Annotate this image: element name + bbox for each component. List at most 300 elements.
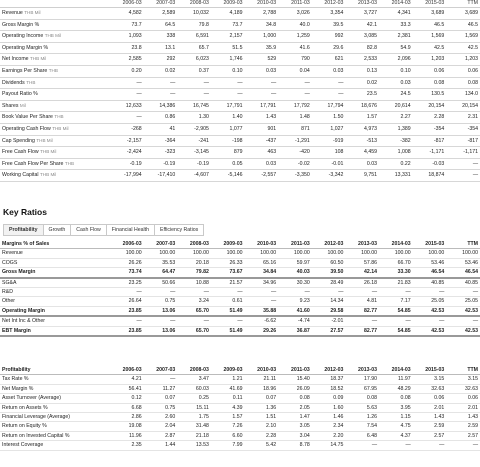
profitability-cell: 17.90 — [364, 376, 377, 383]
financials-cell: — — [338, 79, 344, 86]
row-unit: THB — [26, 79, 36, 85]
year-header: 2008-03 — [177, 366, 211, 375]
profitability-title: Profitability — [0, 366, 110, 375]
profitability-cell: 2.35 — [131, 442, 142, 449]
margins-cell: — — [472, 289, 478, 296]
profitability-row — [0, 413, 480, 422]
financials-cell: 1,746 — [229, 56, 243, 63]
row-unit: THB Mil — [52, 125, 69, 131]
financials-cell: 1,008 — [397, 149, 411, 156]
financials-cell: 65.7 — [198, 44, 209, 51]
profitability-cell: 2.01 — [467, 404, 478, 411]
year-header: 2011-03 — [278, 0, 312, 8]
financials-cell: 1,203 — [431, 56, 445, 63]
tab-cash-flow[interactable]: Cash Flow — [70, 224, 106, 236]
margins-cell: 51.49 — [229, 327, 243, 334]
profitability-cell: 1.47 — [299, 414, 310, 421]
year-header: 2014-03 — [379, 240, 413, 249]
financials-cell: -354 — [467, 125, 478, 132]
profitability-cell: 2.34 — [333, 423, 344, 430]
financials-row — [0, 77, 480, 89]
financials-cell: 108 — [334, 149, 344, 156]
year-header: 2007-03 — [144, 366, 178, 375]
profitability-row — [0, 394, 480, 403]
financials-cell: 0.03 — [333, 67, 344, 74]
year-header: 2011-03 — [278, 240, 312, 249]
margins-row-label: Revenue — [2, 250, 23, 257]
profitability-header-row — [0, 366, 480, 375]
profitability-cell: 0.07 — [165, 395, 176, 402]
margins-row — [0, 306, 480, 316]
margins-cell: 39.50 — [330, 269, 344, 276]
financials-cell: 17,791 — [260, 102, 277, 109]
row-label-text: Operating Cash Flow — [2, 125, 51, 132]
financials-cell: 1,203 — [465, 56, 478, 63]
tab-efficiency-ratios[interactable]: Efficiency Ratios — [154, 224, 204, 236]
financials-cell: -2,424 — [126, 149, 142, 156]
profitability-cell: 18.52 — [330, 385, 344, 392]
margins-cell: 3.24 — [198, 298, 209, 305]
year-header: 2013-03 — [345, 240, 379, 249]
margins-cell: — — [304, 289, 310, 296]
row-label-text: Book Value Per Share — [2, 114, 53, 121]
financials-cell: — — [170, 91, 176, 98]
profitability-cell: 0.12 — [131, 395, 142, 402]
margins-cell: — — [237, 318, 243, 325]
profitability-cell: 0.09 — [333, 395, 344, 402]
row-label-text: Payout Ratio % — [2, 91, 38, 98]
financials-cell: 1.43 — [266, 114, 277, 121]
profitability-row — [0, 375, 480, 384]
margins-cell: -4.74 — [297, 318, 310, 325]
financials-cell: 0.03 — [366, 160, 377, 167]
profitability-cell: 2.57 — [467, 432, 478, 439]
row-unit: Mil — [19, 102, 26, 108]
profitability-cell: 3.04 — [299, 432, 310, 439]
financials-cell: — — [237, 79, 243, 86]
financials-cell: -3,145 — [194, 149, 209, 156]
financials-row — [0, 54, 480, 66]
margins-cell: 0.75 — [165, 298, 176, 305]
financials-cell: 20,614 — [394, 102, 411, 109]
financials-cell: -513 — [366, 137, 377, 144]
financials-row-label — [0, 170, 110, 182]
margins-row-label: COGS — [2, 259, 18, 266]
row-unit: THB — [54, 114, 64, 120]
margins-cell: 66.70 — [397, 259, 411, 266]
financials-cell: -2,905 — [194, 125, 209, 132]
profitability-cell: 2.01 — [434, 404, 445, 411]
margins-cell: 23.85 — [128, 327, 142, 334]
profitability-cell: 1.15 — [400, 414, 411, 421]
financials-row-label — [0, 158, 110, 170]
margins-row — [0, 326, 480, 336]
financials-cell: 3,354 — [330, 10, 344, 16]
year-header: 2010-03 — [245, 366, 279, 375]
profitability-cell: 1.46 — [333, 414, 344, 421]
row-unit: THB Mil — [36, 137, 53, 143]
financials-cell: -437 — [265, 137, 277, 144]
financials-cell: 3,727 — [364, 10, 377, 16]
financials-row — [0, 147, 480, 159]
year-header: 2009-03 — [211, 366, 245, 375]
row-label-text: Dividends — [2, 79, 25, 86]
financials-cell: 14,386 — [159, 102, 176, 109]
financials-cell: 42.5 — [467, 44, 478, 51]
margins-cell: 26.26 — [128, 259, 142, 266]
financials-cell: — — [136, 114, 142, 121]
profitability-cell: 1.21 — [232, 376, 243, 383]
year-header: 2006-03 — [110, 0, 144, 8]
profitability-cell: 15.11 — [196, 404, 209, 411]
profitability-cell: 3.05 — [299, 423, 310, 430]
financials-cell: 0.10 — [232, 67, 243, 74]
financials-row — [0, 100, 480, 112]
margins-cell: 65.16 — [263, 259, 277, 266]
margins-row — [0, 258, 480, 267]
financials-cell: — — [203, 91, 209, 98]
financials-cell: — — [270, 79, 277, 86]
financials-cell: 463 — [267, 149, 277, 156]
tab-profitability[interactable]: Profitability — [3, 224, 43, 236]
financials-cell: 0.08 — [434, 79, 445, 86]
profitability-row-label: Return on Invested Capital % — [2, 432, 70, 439]
financials-cell: -919 — [332, 137, 344, 144]
financials-row-label — [0, 31, 110, 43]
financials-cell: — — [304, 91, 310, 98]
financials-cell: -17,994 — [124, 172, 142, 179]
financials-cell: -0.01 — [331, 160, 344, 167]
margins-title: Margins % of Sales — [0, 240, 110, 249]
year-header: 2015-03 — [413, 366, 447, 375]
profitability-cell: 67.95 — [364, 385, 377, 392]
margins-cell: 40.85 — [465, 279, 478, 286]
financials-cell: 1,259 — [296, 33, 310, 40]
margins-cell: 54.85 — [397, 327, 411, 334]
profitability-cell: 2.60 — [165, 414, 176, 421]
profitability-cell: 18.96 — [263, 385, 277, 392]
profitability-cell: 6.60 — [232, 432, 243, 439]
profitability-cell: 11.96 — [129, 432, 142, 439]
profitability-cell: 56.41 — [128, 385, 142, 392]
financials-cell: -241 — [198, 137, 209, 144]
financials-row — [0, 135, 480, 147]
margins-row-label: R&D — [2, 289, 13, 296]
financials-cell: -4,607 — [194, 172, 209, 179]
profitability-cell: 0.75 — [165, 404, 176, 411]
margins-cell: 65.70 — [195, 327, 209, 334]
financials-cell: 29.6 — [333, 44, 344, 51]
financials-row — [0, 89, 480, 101]
financials-cell: 1.48 — [299, 114, 310, 121]
financials-row-label — [0, 123, 110, 135]
financials-cell: -2,157 — [126, 137, 142, 144]
row-label-text: Earnings Per Share — [2, 67, 48, 74]
financials-cell: 64.5 — [165, 21, 176, 28]
financials-row-label — [0, 147, 110, 159]
margins-cell: — — [371, 289, 377, 296]
financials-cell: 41 — [169, 125, 176, 132]
margins-row-label: SG&A — [2, 279, 17, 286]
financials-cell: 13,331 — [394, 172, 411, 179]
financials-row-label — [0, 77, 110, 89]
financials-cell: 18,676 — [361, 102, 377, 109]
financials-cell: 0.03 — [266, 67, 277, 74]
financials-cell: 4,459 — [364, 149, 377, 156]
profitability-row-label: Net Margin % — [2, 385, 34, 392]
profitability-row-label: Tax Rate % — [2, 376, 29, 383]
margins-cell: 40.85 — [431, 279, 445, 286]
margins-cell: — — [136, 318, 142, 325]
margins-cell: 82.77 — [364, 307, 377, 314]
margins-cell: 42.53 — [431, 327, 445, 334]
financials-cell: — — [170, 79, 176, 86]
year-header: 2009-03 — [211, 240, 245, 249]
financials-cell: 0.06 — [467, 67, 478, 74]
profitability-cell: 4.21 — [131, 376, 142, 383]
row-unit: THB Mil — [44, 33, 62, 39]
financials-cell: -0.19 — [197, 160, 209, 167]
financials-cell: 790 — [301, 56, 310, 63]
margins-cell: 30.30 — [296, 279, 310, 286]
profitability-cell: 3.95 — [400, 404, 411, 411]
profitability-cell: 2.59 — [467, 423, 478, 430]
year-header: 2011-03 — [278, 366, 312, 375]
financials-cell: 42.5 — [434, 44, 445, 51]
financials-cell: 3,689 — [465, 10, 478, 16]
financials-cell: 1.50 — [333, 114, 344, 121]
financials-cell: 0.05 — [232, 160, 243, 167]
financials-cell: 16,745 — [193, 102, 209, 109]
margins-cell: 33.30 — [397, 269, 411, 276]
margins-cell: 59.97 — [296, 259, 310, 266]
row-label-text: Gross Margin % — [2, 21, 40, 28]
financials-cell: 2,589 — [162, 10, 176, 16]
year-header: 2015-03 — [413, 0, 447, 8]
margins-cell: -6.62 — [264, 318, 277, 325]
row-unit: THB Mil — [29, 56, 47, 62]
financials-cell: 292 — [166, 56, 176, 63]
profitability-cell: 5.63 — [366, 404, 377, 411]
financials-cell: 17,792 — [293, 102, 310, 109]
financials-cell: 0.20 — [131, 67, 142, 74]
margins-cell: 53.46 — [465, 259, 478, 266]
financials-cell: 13.1 — [165, 44, 176, 51]
financials-cell: -1,291 — [295, 137, 310, 144]
margins-cell: 100.00 — [159, 250, 176, 257]
profitability-cell: 2.10 — [266, 423, 277, 430]
profitability-cell: 0.08 — [366, 395, 377, 402]
margins-cell: — — [270, 289, 277, 296]
profitability-cell: 0.06 — [434, 395, 445, 402]
financials-cell: -817 — [433, 137, 445, 144]
row-label-text: Free Cash Flow Per Share — [2, 160, 64, 167]
margins-cell: — — [203, 289, 209, 296]
row-label-text: Free Cash Flow — [2, 149, 39, 156]
financials-cell: 17,794 — [327, 102, 344, 109]
margins-cell: — — [472, 318, 478, 325]
row-unit: THB — [64, 160, 75, 166]
tab-growth[interactable]: Growth — [43, 224, 71, 236]
key-ratios-title: Key Ratios — [3, 207, 47, 217]
financials-cell: 4,189 — [229, 10, 243, 16]
financials-cell: 1,027 — [330, 125, 344, 132]
row-label-text: Cap Spending — [2, 137, 35, 144]
financials-cell: 73.7 — [232, 21, 243, 28]
profitability-cell: 7.99 — [232, 442, 243, 449]
financials-cell: 992 — [334, 33, 344, 40]
financials-cell: 2,096 — [397, 56, 411, 63]
margins-cell: 79.82 — [195, 269, 209, 276]
margins-cell: 100.00 — [125, 250, 142, 257]
financials-cell: -268 — [131, 125, 142, 132]
margins-cell: — — [203, 318, 209, 325]
financials-cell: 338 — [166, 33, 176, 40]
financials-cell: -5,146 — [227, 172, 243, 179]
financials-cell: -1,171 — [429, 149, 445, 156]
profitability-cell: 1.43 — [467, 414, 478, 421]
financials-cell: -198 — [232, 137, 243, 144]
financials-cell: 0.03 — [266, 160, 277, 167]
profitability-cell: 18.37 — [330, 376, 344, 383]
financials-header-row — [0, 0, 480, 8]
profitability-cell: 1.43 — [434, 414, 445, 421]
financials-cell: 0.02 — [165, 67, 176, 74]
year-header: 2014-03 — [379, 366, 413, 375]
profitability-row-label: Return on Equity % — [2, 423, 47, 430]
financials-cell: -420 — [299, 149, 310, 156]
margins-cell: 73.74 — [128, 269, 142, 276]
margins-cell: 42.53 — [465, 327, 478, 334]
year-header: 2015-03 — [413, 240, 447, 249]
margins-row — [0, 316, 480, 326]
financials-row — [0, 65, 480, 77]
margins-cell: 26.33 — [229, 259, 243, 266]
financials-cell: — — [237, 91, 243, 98]
margins-cell: — — [405, 289, 411, 296]
year-header: 2013-03 — [345, 366, 379, 375]
financials-cell: 24.5 — [400, 91, 411, 98]
profitability-cell: 2.04 — [165, 423, 176, 430]
financials-cell: -0.19 — [163, 160, 176, 167]
profitability-cell: 2.20 — [333, 432, 344, 439]
financials-row-label — [0, 19, 110, 31]
year-header: 2010-03 — [245, 240, 279, 249]
margins-cell: 27.57 — [330, 327, 344, 334]
margins-cell: 40.03 — [296, 269, 310, 276]
financials-row-label — [0, 112, 110, 124]
financials-cell: 82.8 — [366, 44, 377, 51]
year-header: 2012-03 — [312, 0, 346, 8]
financials-cell: 12,633 — [125, 102, 142, 109]
financials-cell: 2.28 — [434, 114, 445, 121]
margins-row-label: EBT Margin — [2, 327, 31, 334]
row-label-text: Revenue — [2, 10, 23, 16]
financials-row-label — [0, 89, 110, 101]
margins-cell: 100.00 — [327, 250, 344, 257]
financials-cell: -17,410 — [157, 172, 176, 179]
financials-cell: 23.8 — [131, 44, 142, 51]
margins-cell: — — [338, 289, 344, 296]
margins-cell: 51.49 — [229, 307, 243, 314]
margins-cell: 29.58 — [330, 307, 344, 314]
profitability-cell: — — [439, 442, 445, 449]
margins-row — [0, 297, 480, 306]
row-label-text: Shares — [2, 102, 19, 109]
financials-row-label — [0, 54, 110, 66]
year-header: 2008-03 — [177, 0, 211, 8]
margins-cell: 46.54 — [465, 269, 478, 276]
margins-cell: 20.18 — [195, 259, 209, 266]
financials-cell: 2.31 — [467, 114, 478, 121]
financials-cell: 41.6 — [299, 44, 310, 51]
margins-cell: 60.50 — [330, 259, 344, 266]
financials-cell: 46.5 — [434, 21, 445, 28]
financials-cell: 130.5 — [431, 91, 445, 98]
financials-cell: 1,000 — [263, 33, 277, 40]
profitability-cell: 41.69 — [229, 385, 243, 392]
margins-row-label: Operating Margin — [2, 307, 45, 314]
margins-row — [0, 278, 480, 288]
financials-cell: 0.08 — [467, 79, 478, 86]
margins-cell: 50.66 — [162, 279, 176, 286]
profitability-cell: 3.47 — [198, 376, 209, 383]
margins-cell: — — [170, 318, 176, 325]
financials-cell: 20,154 — [462, 102, 478, 109]
margins-cell: 23.25 — [128, 279, 142, 286]
profitability-cell: 48.29 — [397, 385, 411, 392]
financials-cell: 17,791 — [226, 102, 243, 109]
profitability-cell: — — [405, 442, 411, 449]
profitability-cell: 1.51 — [266, 414, 277, 421]
profitability-row-label: Asset Turnover (Average) — [2, 395, 62, 402]
profitability-cell: 6.68 — [131, 404, 142, 411]
financials-cell: 0.06 — [434, 67, 445, 74]
year-header: TTM — [446, 240, 480, 249]
margins-cell: 14.34 — [330, 298, 344, 305]
margins-cell: 73.67 — [229, 269, 243, 276]
profitability-cell: 2.59 — [434, 423, 445, 430]
year-header: 2008-03 — [177, 240, 211, 249]
financials-row — [0, 112, 480, 124]
profitability-cell: 32.63 — [465, 385, 478, 392]
profitability-cell: 11.27 — [162, 385, 176, 392]
tab-financial-health[interactable]: Financial Health — [106, 224, 154, 236]
financials-cell: -817 — [467, 137, 478, 144]
profitability-cell: 21.18 — [195, 432, 209, 439]
profitability-cell: 0.11 — [232, 395, 243, 402]
financials-cell: 2,585 — [128, 56, 142, 63]
financials-cell: — — [338, 91, 344, 98]
margins-cell: 26.18 — [364, 279, 377, 286]
margins-cell: 34.96 — [263, 279, 277, 286]
financials-cell: 134.0 — [465, 91, 478, 98]
financials-row — [0, 123, 480, 135]
financials-cell: 39.5 — [333, 21, 344, 28]
financials-cell: 1,077 — [229, 125, 243, 132]
margins-cell: 100.00 — [361, 250, 377, 257]
row-unit: THB — [48, 67, 58, 73]
financials-cell: — — [472, 172, 478, 179]
profitability-row — [0, 384, 480, 393]
margins-cell: — — [439, 289, 445, 296]
financials-cell: 2.27 — [400, 114, 411, 121]
financials-cell: 42.1 — [366, 21, 377, 28]
financials-cell: 2,533 — [364, 56, 377, 63]
profitability-cell: 21.11 — [263, 376, 277, 383]
financials-cell: 0.13 — [366, 67, 377, 74]
profitability-cell: 0.08 — [299, 395, 310, 402]
